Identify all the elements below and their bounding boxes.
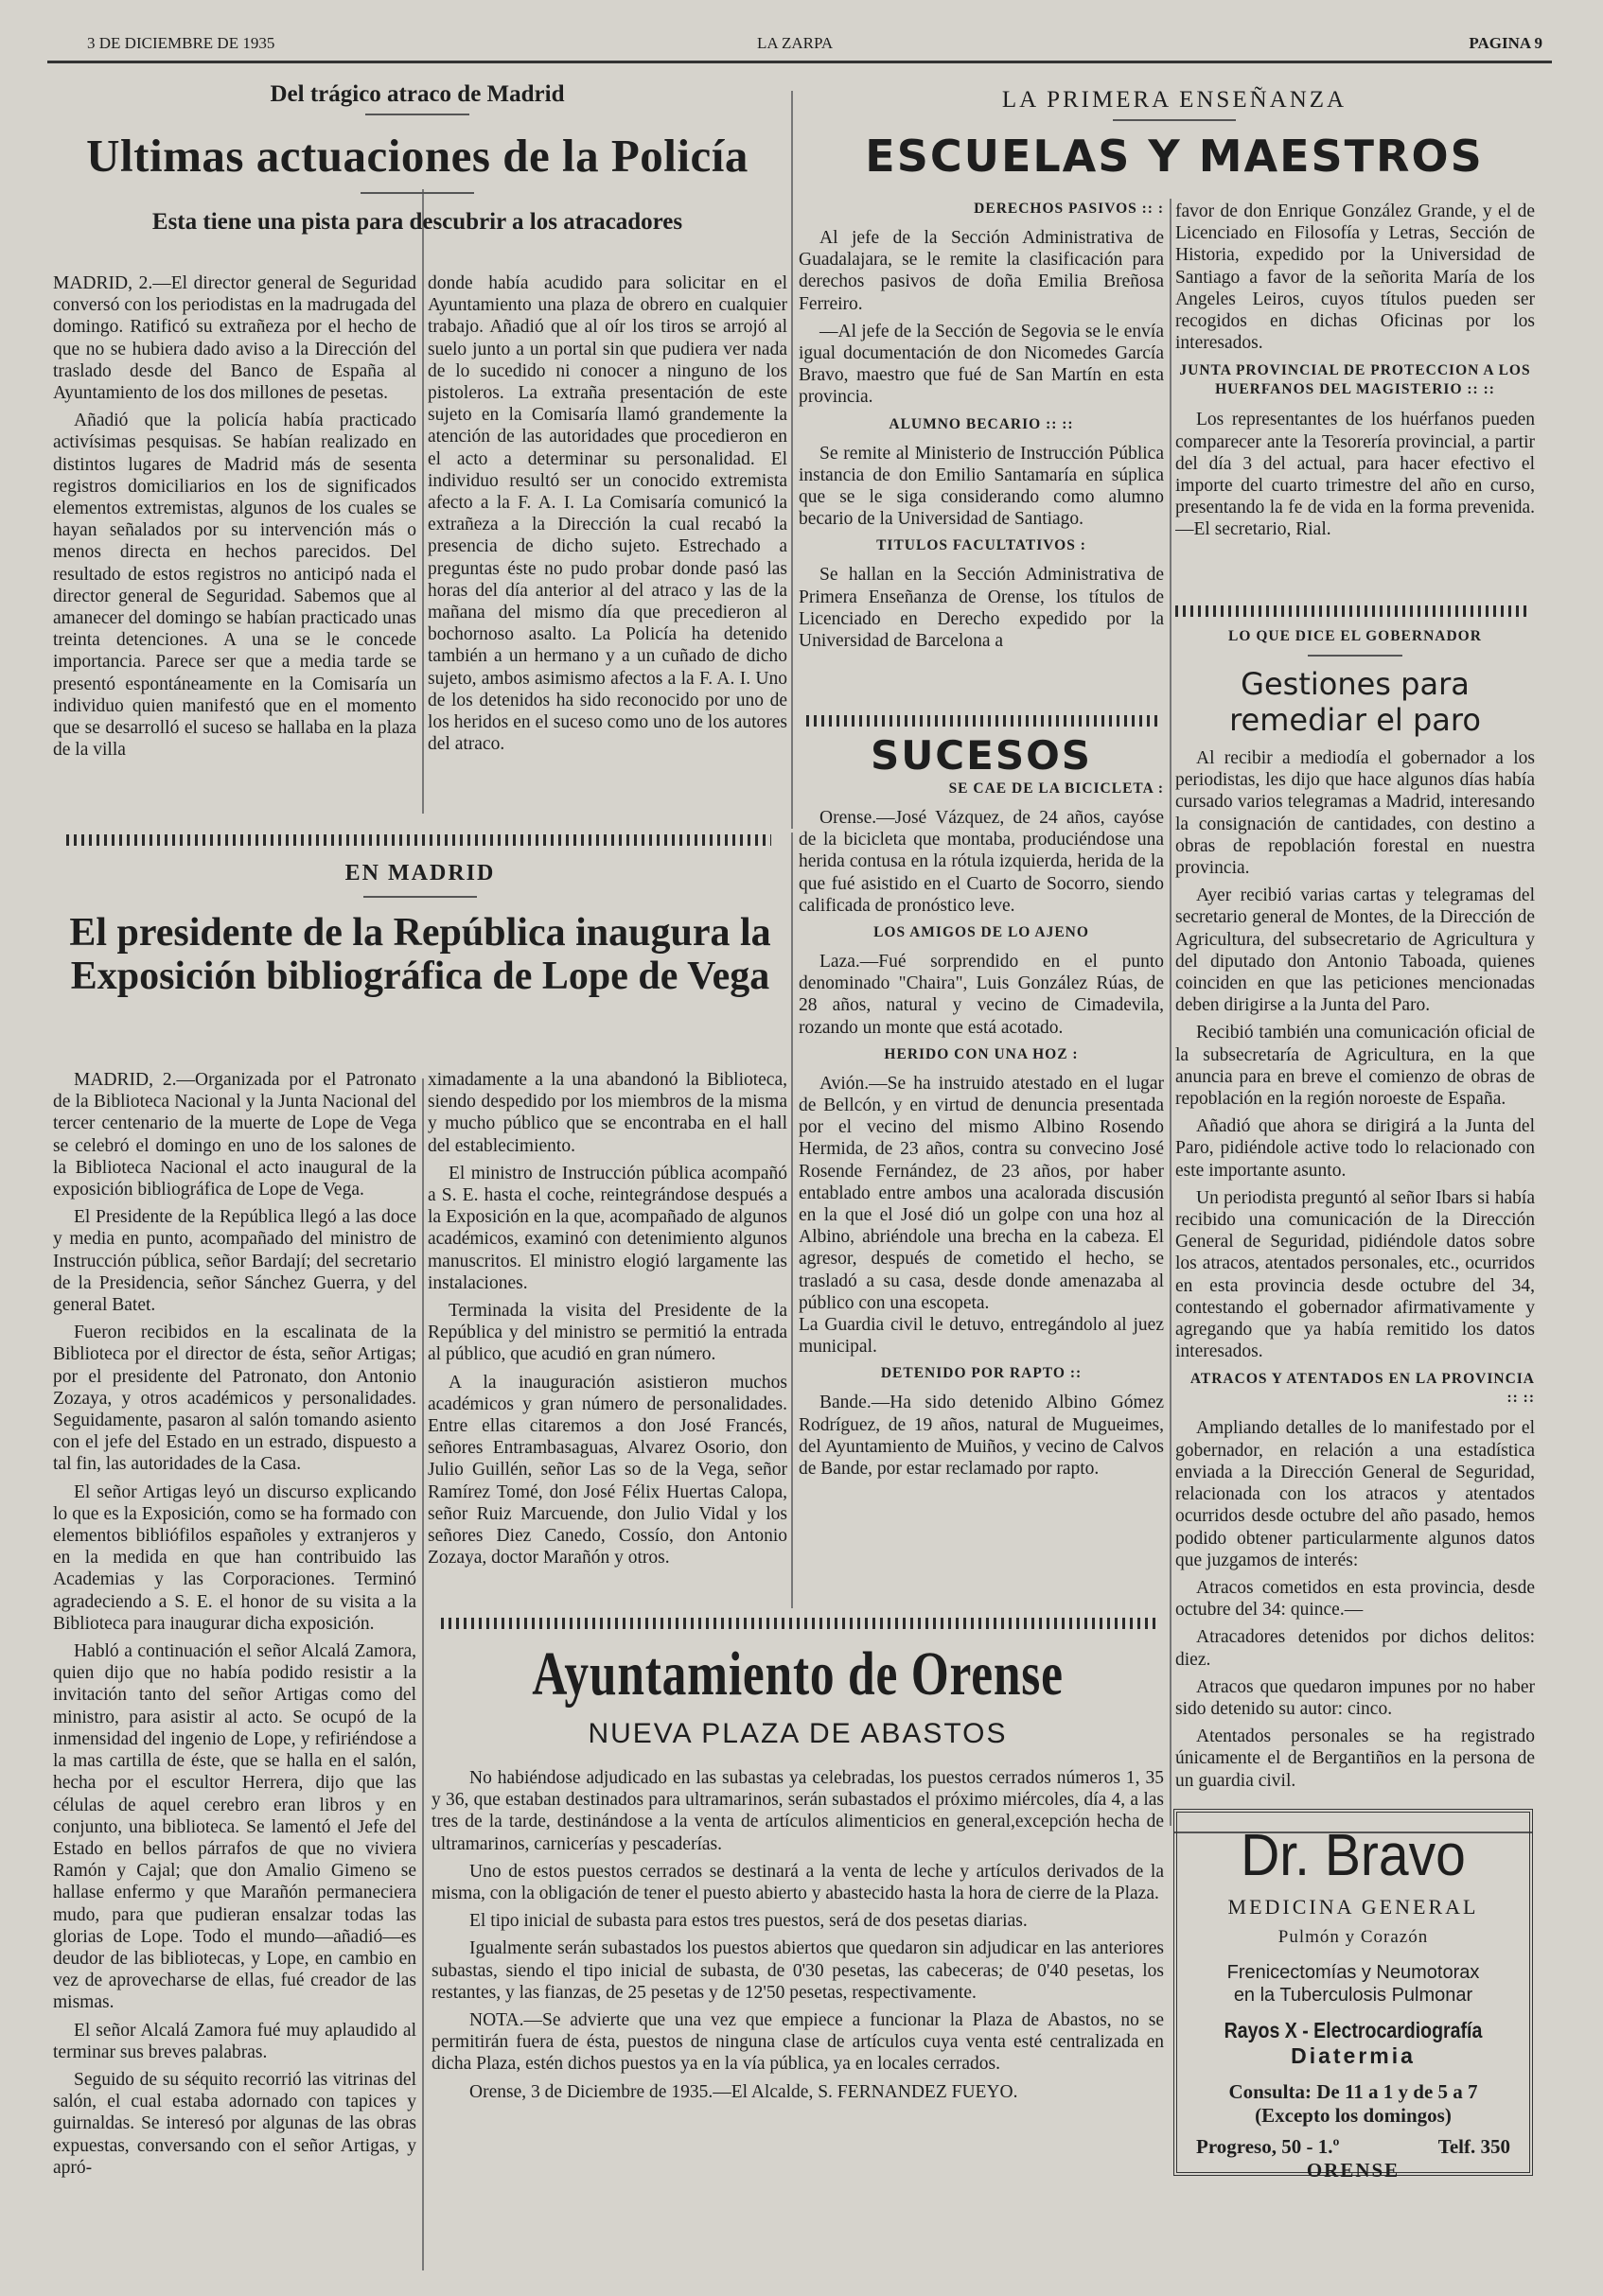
column-rule — [791, 91, 793, 829]
paragraph: El ministro de Instrucción pública acompañó a S. E. hasta el coche, reintegrándose después a la Exposición en la que, acompañado de algunos académicos, examinó con detenimiento algunos manuscritos. El ministro elogió largamente las instalaciones. — [428, 1163, 787, 1293]
paragraph: Igualmente serán subastados los puestos abiertos que quedaron sin adjudicar en las anteriores subastas, siendo el tipo inicial de subasta, de 0'30 pesetas, las cabeceras; de 0'40 pesetas, los restantes, y las fianzas, de 25 pesetas y de 12'50 pesetas, respectivamente. — [432, 1938, 1164, 2003]
column-rule — [422, 1078, 424, 2270]
paragraph: Avión.—Se ha instruido atestado en el lugar de Bellcón, y en virtud de denuncia presentada por el vecino del mismo Albino Rosendo Hermida, de 23 años, contra su convecino José Rosende Fernández, de 23 años, por haber entablado entre ambos una acalorada discusión en la que el José dió un golpe con una hoz al Albino, abriéndole una brecha en la cabeza. El agresor, después de cometido el hecho, se trasladó a su casa, desde donde amenazaba al público con una escopeta. La Guardia civil le detuvo, entregándolo al juez municipal. — [799, 1073, 1164, 1358]
section-heading: DERECHOS PASIVOS :: : — [974, 201, 1164, 217]
ad-hours: Consulta: De 11 a 1 y de 5 a 7 — [1228, 2080, 1478, 2103]
divider — [1308, 655, 1402, 657]
ad-treatment-4: Diatermia — [1291, 2043, 1416, 2068]
masthead-title: LA ZARPA — [757, 34, 834, 52]
ayuntamiento-headline: Ayuntamiento de Orense — [532, 1639, 1064, 1709]
paragraph: Seguido de su séquito recorrió las vitrinas del salón, el cual estaba adornado con tapices y guirnaldas. Se interesó por algunas de las obras expuestas, conversando con el señor Artigas, y apró- — [53, 2069, 416, 2178]
paragraph: Uno de estos puestos cerrados se destinará a la venta de leche y artículos derivados de la misma, con la obligación de tener el puesto abierto y abastecido hasta la hora de cierre de la Plaza. — [432, 1861, 1164, 1904]
paragraph: Se hallan en la Sección Administrativa de Primera Enseñanza de Orense, los títulos de Licenciado en Derecho expedido por la Universidad de Barcelona a — [799, 565, 1164, 652]
paragraph: Atracadores detenidos por dichos delitos: diez. — [1175, 1627, 1535, 1670]
section-heading: LOS AMIGOS DE LO AJENO — [873, 924, 1089, 941]
paragraph: ximadamente a la una abandonó la Biblioteca, siendo despedido por los miembros de la misma y mucho público que se encontraba en el hall del establecimiento. — [428, 1070, 787, 1156]
paragraph: Orense.—José Vázquez, de 24 años, cayóse de la bicicleta que montaba, produciéndose una herida contusa en la rótula izquierda, herida de la que fué asistido en el Cuarto de Socorro, siendo calificada de pronóstico leve. — [799, 808, 1164, 916]
masthead — [47, 28, 1552, 63]
section-heading: TITULOS FACULTATIVOS : — [876, 537, 1086, 554]
lope-headline: El presidente de la República inaugura la Exposición bibliográfica de Lope de Vega — [69, 911, 771, 998]
paragraph: Ayer recibió varias cartas y telegramas del secretario general de Montes, de la Dirección de Agricultura, del subsecretario de Agricultura y del diputado don Antonio Taboada, quienes coinciden en que las peticiones mencionadas deben dirigirse a la Junta del Paro. — [1175, 885, 1535, 1016]
section-heading: ALUMNO BECARIO :: :: — [889, 415, 1074, 432]
gobernador-kicker: LO QUE DICE EL GOBERNADOR — [1228, 628, 1482, 644]
paragraph: No habiéndose adjudicado en las subastas ya celebradas, los puestos cerrados números 1, 35 y 36, que estaban destinados para ultramarinos, serán subastados el próximo miércoles, día 4, a las tres de la tarde, destinándose a la venta de artículos alimenticios en general,excepción hecha de ultramarinos, carnicerías y pescaderías. — [432, 1768, 1164, 1854]
gobernador-column — [1175, 628, 1535, 1820]
paragraph: MADRID, 2.—Organizada por el Patronato de la Biblioteca Nacional y la Junta Nacional del tercer centenario de la muerte de Lope de Vega se celebró el domingo en uno de los salones de la Biblioteca Nacional el acto inaugural de la exposición bibliográfica de Lope de Vega. — [53, 1070, 416, 1201]
dotted-divider — [1175, 605, 1531, 617]
dr-bravo-ad — [1173, 1809, 1533, 2182]
section-heading: HERIDO CON UNA HOZ : — [884, 1045, 1079, 1062]
lope-kicker: EN MADRID — [344, 861, 496, 885]
ayuntamiento-notice — [432, 1639, 1164, 2263]
paragraph: El Presidente de la República llegó a las doce y media en punto, acompañado del ministro de Instrucción pública, señor Bardají; del secretario de la Presidencia, señor Sánchez Guerra, y del general Batet. — [53, 1207, 416, 1316]
section-heading: SE CAE DE LA BICICLETA : — [948, 780, 1164, 797]
dotted-divider — [66, 834, 771, 846]
paragraph: Habló a continuación el señor Alcalá Zamora, quien dijo que no había podido resistir a la invitación tanto del señor Artigas como del ministro, para asistir al acto. Se ocupó de la inmensidad del ingenio de Lope, y refiriéndose a la mas cartilla de éste, que se halla en el salón, hecha por el escultor Herrera, dijo que las células de aquel cerebro eran libros y en conjunto, una biblioteca. Se lamentó el Jefe del Estado en bellos párrafos de que no viviera Ramón y Cajal; que don Amalio Gimeno se hallase enfermo y que Marañón permaneciera mudo, para que pudieran ensalzar todas las glorias de Lope. Todo el mundo—añadió—es deudor de las bibliotecas, y Lope, en cambio en vez de aprovecharse de ellas, fué creador de las mismas. — [53, 1641, 416, 2013]
paragraph: —Al jefe de la Sección de Segovia se le envía igual documentación de don Nicomedes García Bravo, maestro que fué de San Martín en esta provincia. — [799, 321, 1164, 408]
lope-column-1 — [53, 1069, 416, 2275]
divider — [365, 114, 469, 115]
paragraph: El señor Artigas leyó un discurso explicando lo que es la Exposición, como se ha formado con elementos bibliófilos españoles y extranjeros y en la medida en que han contribuido las Academias y las Corporaciones. Terminó agradeciendo a S. E. el honor de su visita a la Biblioteca para inaugurar dicha exposición. — [53, 1481, 416, 1634]
atraco-column-2 — [428, 272, 787, 812]
sucesos-column — [799, 732, 1164, 1617]
ad-doctor-name: Dr. Bravo — [1241, 1823, 1466, 1888]
section-heading: DETENIDO POR RAPTO :: — [880, 1365, 1083, 1382]
lope-column-2 — [428, 1069, 787, 1599]
masthead-date: 3 DE DICIEMBRE DE 1935 — [87, 34, 275, 52]
atraco-column-1 — [53, 272, 416, 812]
atraco-headline: Ultimas actuaciones de la Policía — [86, 130, 749, 182]
paragraph: Laza.—Fué sorprendido en el punto denominado "Chaira", Luis González Rúas, de 28 años, natural y vecino de Cimadevila, rozando un monte que está acotado. — [799, 952, 1164, 1038]
ayuntamiento-subhead: NUEVA PLAZA DE ABASTOS — [588, 1718, 1008, 1749]
atraco-header — [53, 81, 782, 236]
paragraph: MADRID, 2.—El director general de Seguridad conversó con los periodistas en la madrugada del domingo. Ratificó su extrañeza por el hecho de que no se hubiera dado aviso a la Dirección del traslado desde del Banco de España al Ayuntamiento de los dos millones de pesetas. — [53, 273, 416, 404]
ad-organs: Pulmón y Corazón — [1277, 1927, 1429, 1947]
section-heading: ATRACOS Y ATENTADOS EN LA PROVINCIA :: :: — [1189, 1371, 1535, 1407]
paragraph: Bande.—Ha sido detenido Albino Gómez Rodríguez, de 19 años, natural de Mugueimes, del Ayuntamiento de Muiños, y vecino de Calvos de Bande, por estar reclamado por rapto. — [799, 1393, 1164, 1480]
atraco-subhead: Esta tiene una pista para descubrir a los atracadores — [151, 209, 683, 235]
ad-address: Progreso, 50 - 1.º — [1196, 2135, 1340, 2158]
paragraph: Un periodista preguntó al señor Ibars si había recibido una comunicación de la Dirección General de Seguridad, pidiéndole datos sobre los atracos, atentados personales, etc., ocurridos en esta provincia desde octubre del 34, contestando el gobernador afirmativamente y agregando que ya había remitido los datos interesados. — [1175, 1187, 1535, 1362]
paragraph: Añadió que ahora se dirigirá a la Junta del Paro, pidiéndole active todo lo relacionado con este importante asunto. — [1175, 1116, 1535, 1181]
paragraph: A la inauguración asistieron muchos académicos y gran número de personalidades. Entre ellas citaremos a don José Francés, señores Entrambasaguas, Alvarez Osorio, don Julio Guillén, señor Las so de la Vega, señor Ramírez Tomé, don José Félix Huertas Calopa, señor Ruiz Marcuende, don Julio Vidal y los señores Diez Canedo, Cossío, don Antonio Zozaya, doctor Marañón y otros. — [428, 1372, 787, 1569]
paragraph: El tipo inicial de subasta para estos tres puestos, será de dos pesetas diarias. — [469, 1911, 1028, 1932]
paragraph: Al recibir a mediodía el gobernador a los periodistas, les dijo que hace algunos días había cursado varios telegramas a Madrid, interesando la consignación de cantidades, con destino a obras de repoblación forestal en nuestra provincia. — [1175, 748, 1535, 879]
section-heading: JUNTA PROVINCIAL DE PROTECCION A LOS HUERFANOS DEL MAGISTERIO :: :: — [1179, 362, 1531, 398]
paragraph: Atracos cometidos en esta provincia, desde octubre del 34: quince.— — [1175, 1577, 1535, 1621]
lope-header — [53, 861, 787, 998]
paragraph: Atracos que quedaron impunes por no haber sido detenido su autor: cinco. — [1175, 1676, 1535, 1719]
paragraph: Los representantes de los huérfanos pueden comparecer ante la Tesorería provincial, a partir del día 3 del actual, para hacer efectivo el importe del cuarto trimestre del año en curso, presentando la fe de vida en la forma prevenida.—El secretario, Rial. — [1175, 410, 1535, 540]
divider — [363, 896, 477, 898]
ad-phone: Telf. 350 — [1437, 2135, 1510, 2158]
ensenanza-column-3 — [799, 201, 1164, 711]
masthead-page: PAGINA 9 — [1469, 34, 1542, 52]
column-rule — [422, 189, 424, 814]
paragraph: Fueron recibidos en la escalinata de la Biblioteca por el director de ésta, señor Artigas; por el presidente del Patronato, don Antonio Zozaya, y otros académicos y personalidades. Seguidamente, pasaron al salón tomando asiento con el jefe del Estado en un estrado, dispuesto a tal fin, las autoridades de la Casa. — [53, 1323, 416, 1475]
paragraph: Ampliando detalles de lo manifestado por el gobernador, en relación a una estadística enviada a la Dirección General de Seguridad, relacionada con los atracos y atentados ocurridos desde octubre del año pasado, hemos podido obtener particularmente algunos datos que juzgamos de interés: — [1175, 1418, 1535, 1570]
column-rule — [1170, 199, 1171, 1826]
column-rule — [791, 833, 793, 1608]
paragraph: Terminada la visita del Presidente de la República y del ministro se permitió la entrada al público, que acudió en gran número. — [428, 1301, 787, 1365]
dotted-divider — [441, 1618, 1160, 1629]
ad-specialty: MEDICINA GENERAL — [1227, 1895, 1479, 1919]
ayuntamiento-body — [432, 1767, 1164, 2109]
gobernador-headline: Gestiones para remediar el paro — [1229, 666, 1481, 738]
ad-treatment-2: en la Tuberculosis Pulmonar — [1233, 1985, 1473, 2006]
ad-treatment-3: Rayos X - Electrocardiografía — [1224, 2018, 1483, 2042]
paragraph: Atentados personales se ha registrado únicamente el de Bergantiños en la persona de un guardia civil. — [1175, 1726, 1535, 1791]
paragraph: Al jefe de la Sección Administrativa de Guadalajara, se le remite la clasificación para derechos pasivos de doña Emilia Breñosa Ferreiro. — [799, 228, 1164, 314]
ensenanza-column-4 — [1175, 201, 1535, 598]
paragraph: Se remite al Ministerio de Instrucción Pública instancia de don Emilio Santamaría en súplica que se le siga considerando como alumno becario de la Universidad de Santiago. — [799, 443, 1164, 530]
paragraph: favor de don Enrique González Grande, y el de Licenciado en Filosofía y Letras, Sección de Historia, expedido por la Universidad de Santiago a favor de la señorita María de los Angeles Leiros, cuyos títulos pueden ser recogidos en dichas Oficinas por los interesados. — [1175, 202, 1535, 354]
ensenanza-header — [801, 87, 1548, 182]
ad-contact — [1196, 2135, 1510, 2159]
paragraph: NOTA.—Se advierte que una vez que empiece a funcionar la Plaza de Abastos, no se permitirán fuera de ésta, puestos de ninguna clase de artículos cuya venta esté centralizada en dicha Plaza, estén dichos puestos ya en la vía pública, ya en locales cerrados. — [432, 2010, 1164, 2075]
atraco-kicker: Del trágico atraco de Madrid — [270, 81, 565, 107]
dotted-divider — [806, 715, 1162, 727]
ensenanza-kicker: LA PRIMERA ENSEÑANZA — [1001, 87, 1348, 113]
signature-line: Orense, 3 de Diciembre de 1935.—El Alcalde, S. FERNANDEZ FUEYO. — [469, 2081, 1018, 2102]
paragraph: Recibió también una comunicación oficial de la subsecretaría de Agricultura, en la que anuncia para en breve el comienzo de obras de repoblación en la región noroeste de España. — [1175, 1023, 1535, 1110]
ensenanza-headline: ESCUELAS Y MAESTROS — [865, 131, 1484, 182]
ad-hours-note: (Excepto los domingos) — [1255, 2104, 1452, 2127]
divider — [361, 192, 474, 194]
paragraph: Añadió que la policía había practicado activísimas pesquisas. Se habían realizado en distintos lugares de Madrid más de sesenta registros domiciliarios en los de significados elementos extremistas, algunos de los cuales se hayan señalados por su intervención más o menos directa en hechos parecidos. Del resultado de estos registros no anticipó nada el director general de Seguridad. Sabemos que al amanecer del domingo se habían practicado unas treinta detenciones. A una se le concede importancia. Parece ser que a media tarde se presentó espontáneamente en la Comisaría un individuo quien manifestó que en el momento que se desarrolló el suceso se hallaba en la plaza de la villa — [53, 411, 416, 761]
divider — [1113, 119, 1236, 121]
sucesos-headline: SUCESOS — [870, 732, 1093, 779]
paragraph: El señor Alcalá Zamora fué muy aplaudido al terminar sus breves palabras. — [53, 2020, 416, 2062]
paragraph: donde había acudido para solicitar en el Ayuntamiento una plaza de obrero en cualquier trabajo. Añadió que al oír los tiros se arrojó al suelo junto a un portal sin que pudiera ver nada de lo sucedido ni conocer a ninguno de los pistoleros. La extraña presentación de este sujeto en la Comisaría llamó grandemente la atención de las autoridades que procedieron en el acto a determinar su personalidad. El individuo resultó ser un conocido extremista afecto a la F. A. I. La Comisaría comunicó la extrañeza a la Dirección la cual recabó la presencia de dicho sujeto. Estrechado a preguntas éste no pudo probar donde pasó las horas del día anterior al del atraco y las de la mañana del mismo día que precedieron al bochornoso asalto. La Policía ha detenido también a un hermano y a un cuñado de dicho sujeto, ambos asimismo afectos a la F. A. I. Uno de los detenidos ha sido reconocido por uno de los heridos en el suceso como uno de los autores del atraco. — [428, 273, 787, 755]
ad-city: ORENSE — [1306, 2159, 1400, 2182]
ad-treatment-1: Frenicectomías y Neumotorax — [1226, 1962, 1480, 1983]
